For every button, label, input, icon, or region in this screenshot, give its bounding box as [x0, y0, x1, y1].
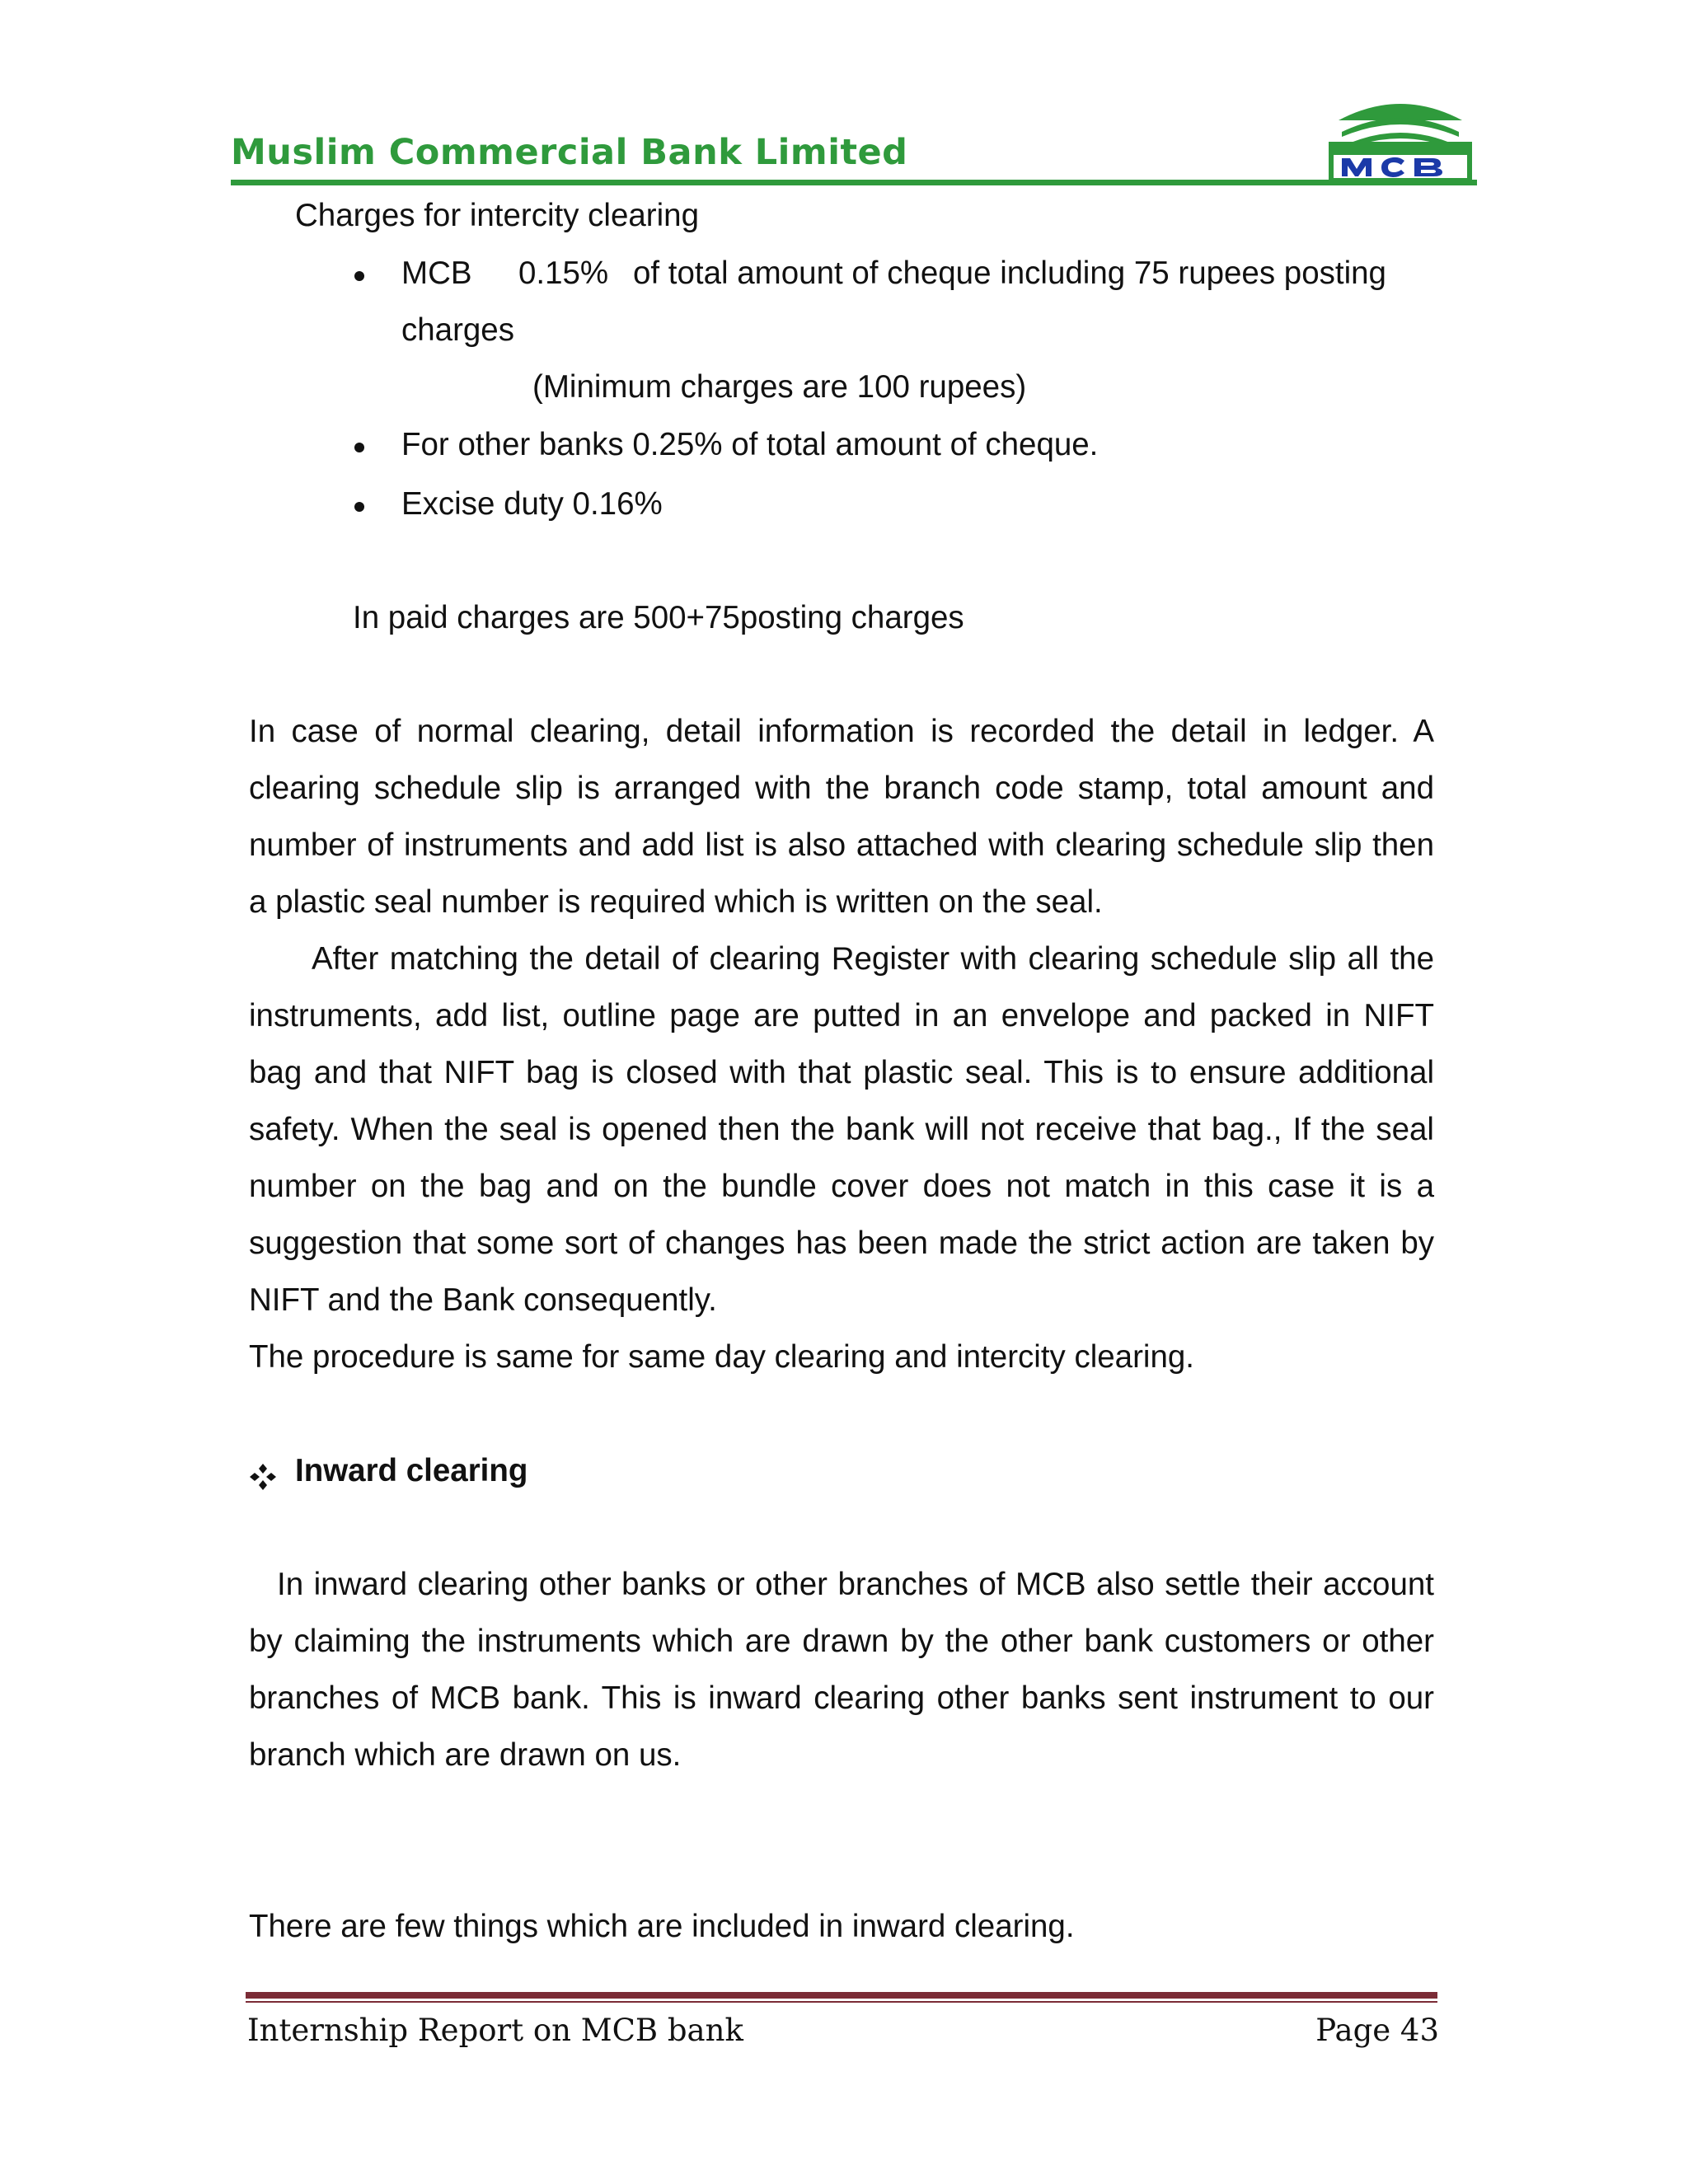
intercity-heading: Charges for intercity clearing: [295, 198, 700, 233]
bullet-excise-duty: Excise duty 0.16%: [401, 486, 663, 522]
footer-report-title: Internship Report on MCB bank: [247, 2013, 743, 2048]
footer-page-number: Page 43: [1315, 2013, 1439, 2048]
footer-rule: [246, 1992, 1437, 1999]
inward-clearing-paragraph: In inward clearing other banks or other branches of MCB also settle their account by claiming the instruments which are drawn by the other bank customers or other branches of MCB bank. This is inward clearing other banks sent instrument to our branch which are drawn on us.: [249, 1567, 1434, 1773]
footer-rule-thin: [246, 2001, 1437, 2003]
normal-clearing-paragraph: In case of normal clearing, detail information is recorded the detail in ledger. A clearing schedule slip is arranged with the branch code stamp, total amount and number of instruments and add list is also attached with clearing schedule slip then a plastic seal number is required which is written on the seal.: [249, 714, 1434, 920]
bullet-mcb-label: MCB: [401, 255, 472, 291]
inward-clearing-closing: There are few things which are included in inward clearing.: [249, 1909, 1075, 1944]
bullet-mcb-description: of total amount of cheque including 75 rupees posting: [633, 255, 1386, 291]
mcb-logo-icon: [1324, 92, 1477, 181]
minimum-charges-note: (Minimum charges are 100 rupees): [532, 369, 1027, 405]
header-rule: [231, 180, 1477, 185]
bullet-mcb-rate: 0.15%: [518, 255, 609, 291]
four-diamond-bullet-icon: [249, 1463, 277, 1491]
bullet-dot-icon: [354, 271, 364, 281]
bullet-mcb-description-cont: charges: [401, 312, 514, 348]
bank-name-title: Muslim Commercial Bank Limited: [231, 132, 908, 173]
matching-procedure-paragraph: After matching the detail of clearing Register with clearing schedule slip all the instruments, add list, outline page are putted in an envelope and packed in NIFT bag and that NIFT bag is closed with that plastic seal. This is to ensure additional safety. When the seal is opened then the bank will not receive that bag., If the seal number on the bag and on the bundle cover does not match in this case it is a suggestion that some sort of changes has been made the strict action are taken by NIFT and the Bank consequently.: [249, 941, 1434, 1318]
bullet-other-banks: For other banks 0.25% of total amount of cheque.: [401, 427, 1099, 462]
bullet-dot-icon: [354, 443, 364, 452]
page-header: [231, 82, 1477, 190]
inward-clearing-heading: Inward clearing: [295, 1453, 528, 1488]
paid-charges-note: In paid charges are 500+75posting charges: [353, 600, 964, 635]
procedure-same-note: The procedure is same for same day clearing and intercity clearing.: [249, 1339, 1194, 1375]
bullet-dot-icon: [354, 502, 364, 512]
